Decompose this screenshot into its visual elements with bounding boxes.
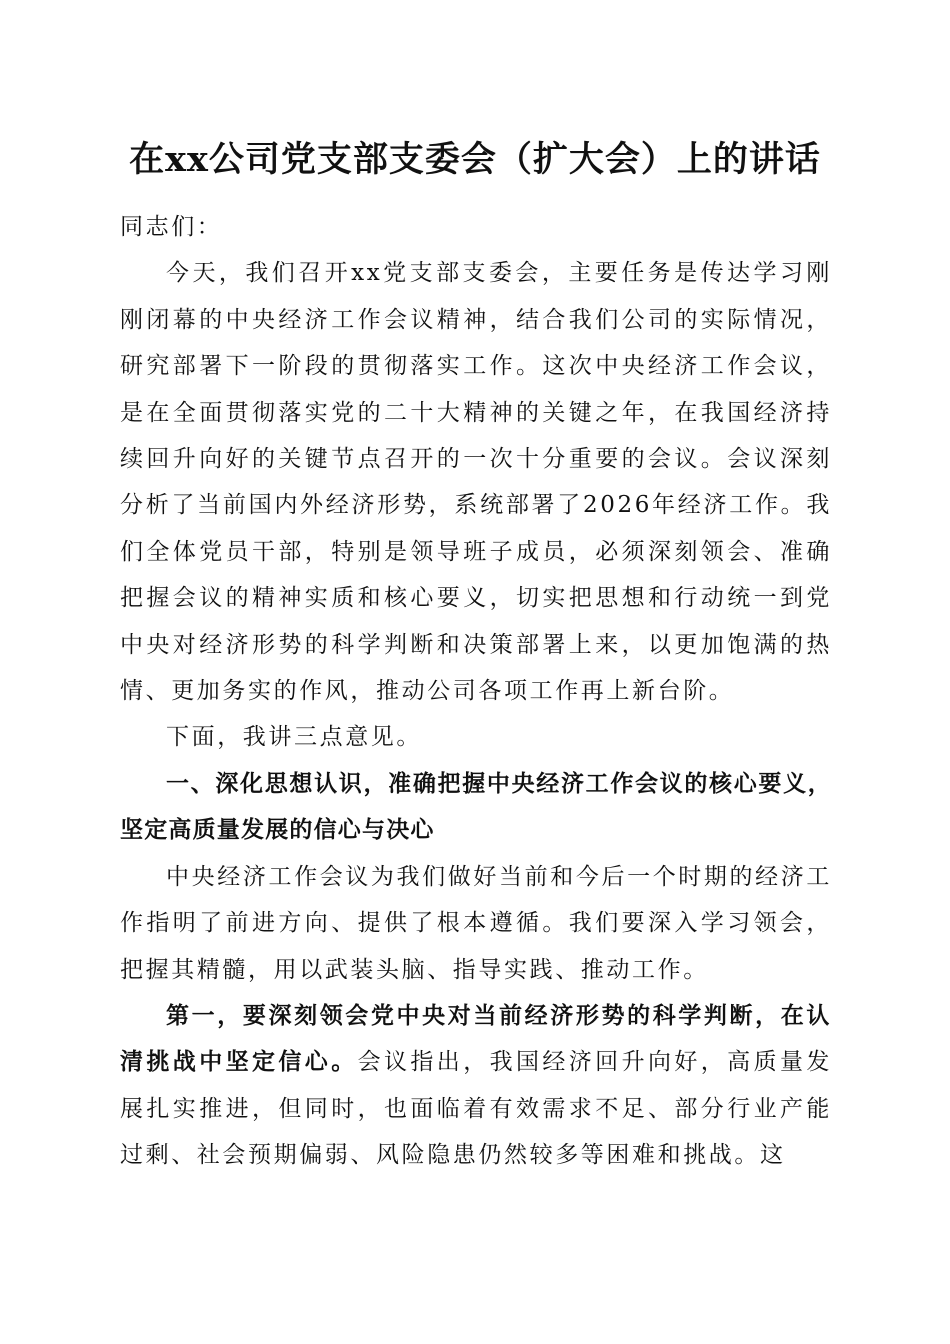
point-one-lead: 第一，要深刻领会党中央对当前经济形势的科学判断，在认清挑战中坚定信心。 [120,1001,832,1076]
point-one-text: 会议指出，我国经济回升向好，高质量发展扎实推进，但同时，也面临着有效需求不足、部分行业产能过剩、社会预期偏弱、风险隐患仍然较多等困难和挑战。这 [120,1049,832,1169]
section-heading: 一、深化思想认识，准确把握中央经济工作会议的核心要义，坚定高质量发展的信心与决心 [120,770,832,844]
document-body [120,204,832,1179]
salutation: 同志们： [120,214,223,240]
point-one-paragraph [120,993,832,1179]
paragraph-intro: 今天，我们召开xx党支部支委会，主要任务是传达学习刚刚闭幕的中央经济工作会议精神，结合我们公司的实际情况，研究部署下一阶段的贯彻落实工作。这次中央经济工作会议，是在全面贯彻落实党的二十大精神的关键之年，在我国经济持续回升向好的关键节点召开的一次十分重要的会议。会议深刻分析了当前国内外经济形势，系统部署了2026年经济工作。我们全体党员干部，特别是领导班子成员，必须深刻领会、准确把握会议的精神实质和核心要义，切实把思想和行动统一到党中央对经济形势的科学判断和决策部署上来，以更加饱满的热情、更加务实的作风，推动公司各项工作再上新台阶。 [120,260,832,705]
section-intro: 中央经济工作会议为我们做好当前和今后一个时期的经济工作指明了前进方向、提供了根本遵循。我们要深入学习领会，把握其精髓，用以武装头脑、指导实践、推动工作。 [120,863,832,983]
document-title: 在xx公司党支部支委会（扩大会）上的讲话 [129,139,821,180]
paragraph-outline: 下面，我讲三点意见。 [166,724,422,751]
